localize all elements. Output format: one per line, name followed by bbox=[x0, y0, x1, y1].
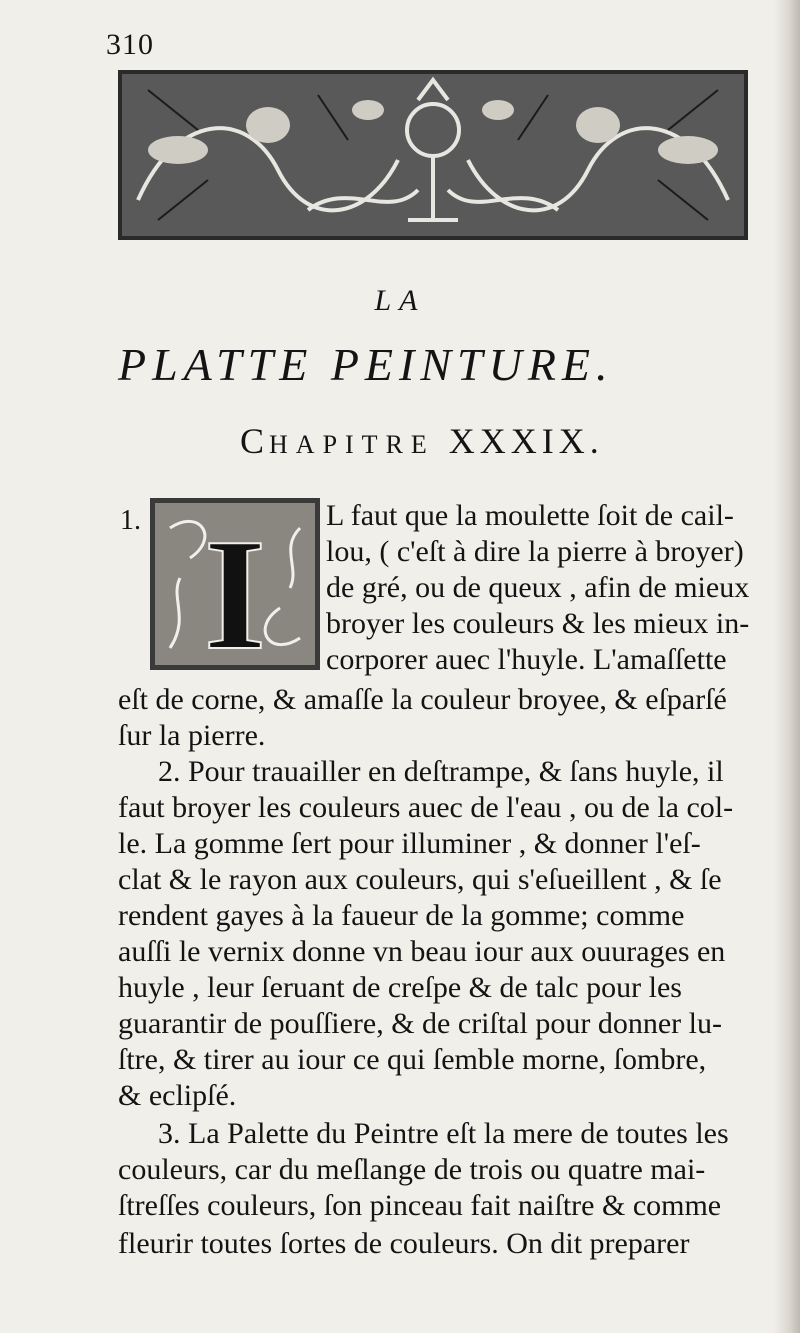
text-line: ſtre, & tirer au iour ce qui ſemble morne, ſombre, bbox=[118, 1043, 707, 1076]
text-line: auſſi le vernix donne vn beau iour aux ouurages en bbox=[118, 935, 726, 968]
paragraph-number: 1. bbox=[120, 505, 141, 536]
text-line: ſur la pierre. bbox=[118, 719, 266, 752]
text-line: guarantir de pouſſiere, & de criſtal pour donner lu- bbox=[118, 1007, 722, 1040]
page-title: PLATTE PEINTURE. bbox=[118, 339, 614, 390]
text-line: fleurir toutes ſortes de couleurs. On dit preparer bbox=[118, 1227, 690, 1260]
chapter-word-initial: C bbox=[240, 421, 270, 461]
text-line: faut broyer les couleurs auec de l'eau , ou de la col- bbox=[118, 791, 734, 824]
text-line: ſtreſſes couleurs, ſon pinceau fait naiſtre & comme bbox=[118, 1189, 722, 1222]
text-line: lou, ( c'eſt à dire la pierre à broyer) bbox=[326, 535, 744, 568]
chapter-heading bbox=[240, 420, 604, 462]
page-number: 310 bbox=[106, 28, 154, 61]
drop-cap-letter: I bbox=[203, 505, 267, 670]
text-line: de gré, ou de queux , afin de mieux bbox=[326, 571, 750, 604]
text-line: clat & le rayon aux couleurs, qui s'eſueillent , & ſe bbox=[118, 863, 722, 896]
text-line: 2. Pour trauailler en deſtrampe, & ſans huyle, il bbox=[158, 755, 724, 788]
text-line: L faut que la moulette ſoit de cail- bbox=[326, 499, 734, 532]
page-edge bbox=[774, 0, 800, 1333]
text-line: corporer auec l'huyle. L'amaſſette bbox=[326, 643, 727, 676]
ornamental-headpiece bbox=[118, 70, 748, 240]
text-line: le. La gomme ſert pour illuminer , & donner l'eſ- bbox=[118, 827, 701, 860]
section-subtitle: LA bbox=[374, 284, 426, 317]
text-line: broyer les couleurs & les mieux in- bbox=[326, 607, 750, 640]
text-line: couleurs, car du meſlange de trois ou quatre mai- bbox=[118, 1153, 706, 1186]
text-line: & eclipſé. bbox=[118, 1079, 237, 1112]
chapter-numeral: XXXIX. bbox=[448, 421, 604, 461]
text-line: rendent gayes à la faueur de la gomme; comme bbox=[118, 899, 685, 932]
chapter-word-rest: HAPITRE bbox=[269, 430, 435, 459]
drop-cap-initial bbox=[150, 498, 320, 670]
text-line: eſt de corne, & amaſſe la couleur broyee, & eſparſé bbox=[118, 683, 727, 716]
text-line: huyle , leur ſeruant de creſpe & de talc pour les bbox=[118, 971, 682, 1004]
text-line: 3. La Palette du Peintre eſt la mere de toutes les bbox=[158, 1117, 729, 1150]
